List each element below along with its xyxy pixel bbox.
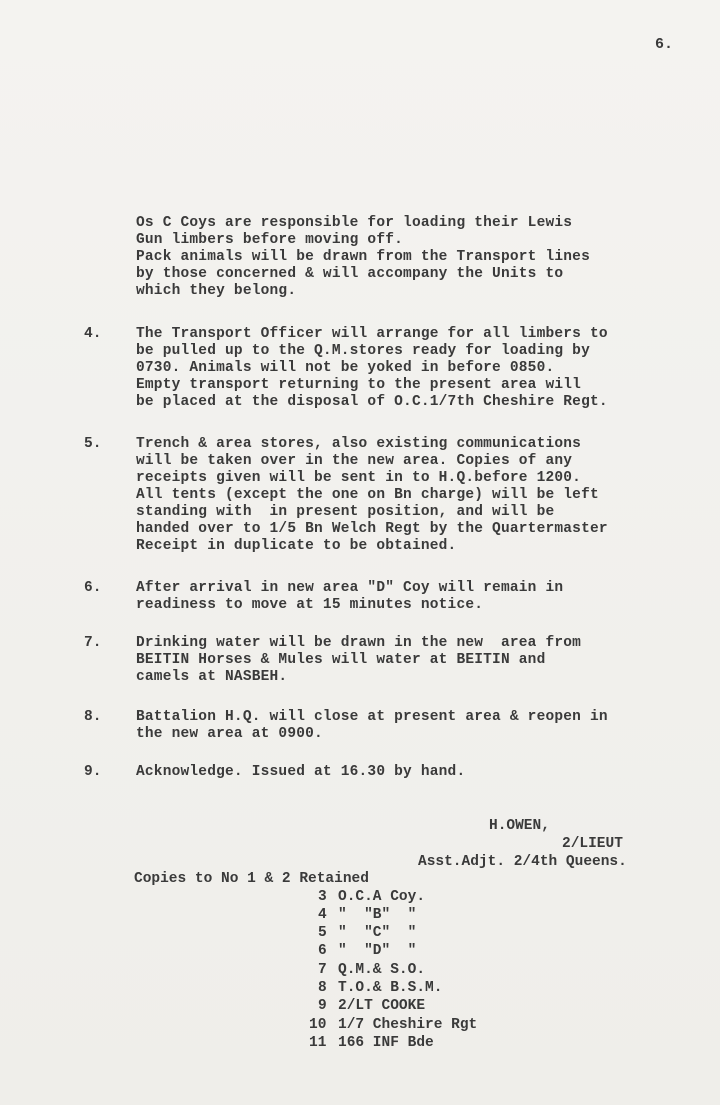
copy-number: 10 — [309, 1017, 327, 1033]
signature-name: H.OWEN, — [489, 818, 550, 834]
intro-line: Pack animals will be drawn from the Transport lines — [136, 249, 590, 265]
copy-number: 7 — [318, 962, 327, 978]
copy-recipient: T.O.& B.S.M. — [338, 980, 443, 996]
paragraph-line: Trench & area stores, also existing communications — [136, 436, 582, 452]
intro-paragraph — [136, 215, 590, 300]
paragraph-line: be pulled up to the Q.M.stores ready for loading by — [136, 343, 590, 359]
copy-number: 9 — [318, 998, 327, 1014]
paragraph-line: The Transport Officer will arrange for all limbers to — [136, 326, 608, 342]
copy-number: 8 — [318, 980, 327, 996]
copy-recipient: 166 INF Bde — [338, 1035, 434, 1051]
paragraph-number: 9. — [84, 764, 102, 780]
copy-recipient: 1/7 Cheshire Rgt — [338, 1017, 478, 1033]
copy-number: 4 — [318, 907, 327, 923]
paragraph-number: 8. — [84, 709, 102, 725]
intro-line: Gun limbers before moving off. — [136, 232, 404, 248]
copies-heading: Copies to No 1 & 2 Retained — [134, 871, 369, 887]
signature-rank: 2/LIEUT — [562, 836, 623, 852]
intro-line: Os C Coys are responsible for loading their Lewis — [136, 215, 573, 231]
paragraph-line: receipts given will be sent in to H.Q.before 1200. — [136, 470, 582, 486]
copy-number: 5 — [318, 925, 327, 941]
paragraph-line: BEITIN Horses & Mules will water at BEITIN and — [136, 652, 546, 668]
page-number: 6. — [655, 36, 674, 53]
intro-line: which they belong. — [136, 283, 297, 299]
paragraph-number: 6. — [84, 580, 102, 596]
paragraph-line: handed over to 1/5 Bn Welch Regt by the Quartermaster — [136, 521, 608, 537]
copy-number: 6 — [318, 943, 327, 959]
intro-line: by those concerned & will accompany the Units to — [136, 266, 564, 282]
copy-recipient: " "C" " — [338, 925, 417, 941]
paragraph-line: Empty transport returning to the present area will — [136, 377, 582, 393]
copy-recipient: 2/LT COOKE — [338, 998, 426, 1014]
paragraph-number: 5. — [84, 436, 102, 452]
paragraph-line: the new area at 0900. — [136, 726, 323, 742]
paragraph-9 — [136, 764, 465, 781]
paragraph-4 — [136, 326, 608, 411]
paragraph-line: Battalion H.Q. will close at present area & reopen in — [136, 709, 608, 725]
paragraph-line: 0730. Animals will not be yoked in before 0850. — [136, 360, 555, 376]
signature-title: Asst.Adjt. 2/4th Queens. — [418, 854, 627, 870]
paragraph-number: 7. — [84, 635, 102, 651]
paragraph-number: 4. — [84, 326, 102, 342]
paragraph-line: Acknowledge. Issued at 16.30 by hand. — [136, 764, 466, 780]
paragraph-line: After arrival in new area "D" Coy will remain in — [136, 580, 564, 596]
paragraph-line: All tents (except the one on Bn charge) will be left — [136, 487, 599, 503]
paragraph-8 — [136, 709, 608, 743]
paragraph-line: will be taken over in the new area. Copies of any — [136, 453, 573, 469]
paragraph-line: Receipt in duplicate to be obtained. — [136, 538, 457, 554]
paragraph-line: Drinking water will be drawn in the new area from — [136, 635, 582, 651]
paragraph-6 — [136, 580, 563, 614]
paragraph-5 — [136, 436, 608, 555]
copy-recipient: O.C.A Coy. — [338, 889, 426, 905]
paragraph-line: readiness to move at 15 minutes notice. — [136, 597, 484, 613]
paragraph-line: standing with in present position, and will be — [136, 504, 555, 520]
copy-number: 3 — [318, 889, 327, 905]
paragraph-7 — [136, 635, 581, 686]
copy-recipient: Q.M.& S.O. — [338, 962, 426, 978]
paragraph-line: camels at NASBEH. — [136, 669, 288, 685]
copy-recipient: " "B" " — [338, 907, 417, 923]
copy-number: 11 — [309, 1035, 327, 1051]
copy-recipient: " "D" " — [338, 943, 417, 959]
paragraph-line: be placed at the disposal of O.C.1/7th Cheshire Regt. — [136, 394, 608, 410]
